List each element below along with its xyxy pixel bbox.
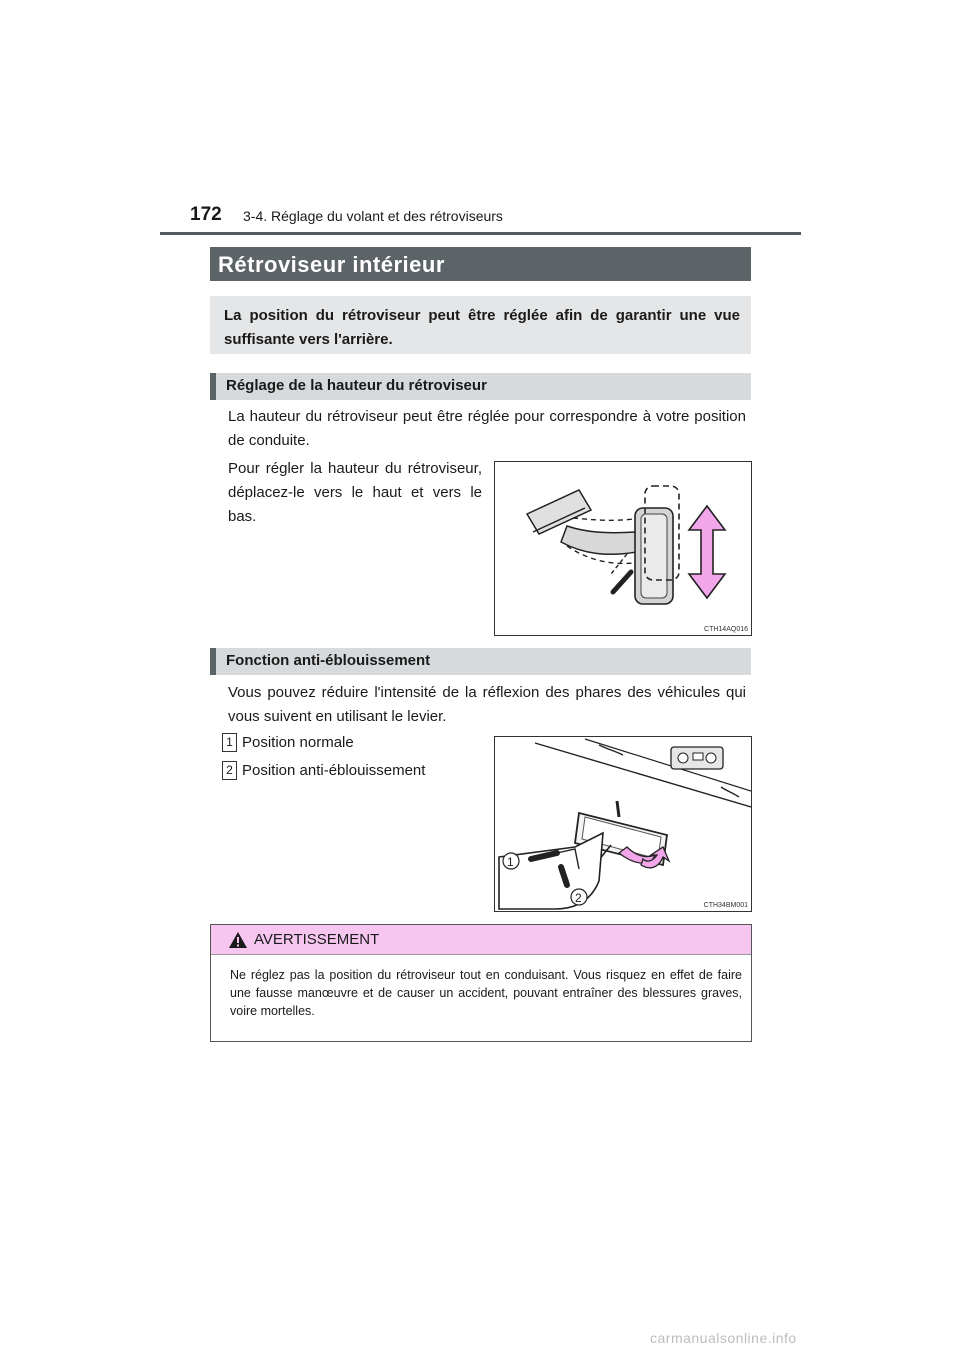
subheading-bar <box>210 373 216 400</box>
page-number: 172 <box>190 204 222 225</box>
subheading-anti-glare-title: Fonction anti-éblouissement <box>226 652 431 669</box>
intro-text: La position du rétroviseur peut être réglée afin de garantir une vue suffisante vers l'arrière. <box>224 307 740 348</box>
mirror-height-illustration <box>495 462 751 635</box>
item-number-1: 1 <box>222 733 237 752</box>
header-rule <box>160 232 801 235</box>
item-number-2: 2 <box>222 761 237 780</box>
section-banner <box>210 247 751 281</box>
callout-2: 2 <box>575 891 582 905</box>
anti-glare-text: Vous pouvez réduire l'intensité de la réflexion des phares des véhicules qui vous suivent en utilisant le levier. <box>228 684 746 725</box>
figure-anti-glare <box>494 736 752 912</box>
callout-1: 1 <box>507 855 514 869</box>
chapter-title: 3-4. Réglage du volant et des rétroviseurs <box>243 208 503 224</box>
warning-title: AVERTISSEMENT <box>254 931 380 948</box>
warning-box <box>210 924 752 1042</box>
warning-header <box>211 925 751 955</box>
figure-code: CTH14AQ016 <box>704 626 748 633</box>
subheading-height-title: Réglage de la hauteur du rétroviseur <box>226 377 487 394</box>
warning-text: Ne réglez pas la position du rétroviseur tout en conduisant. Vous risquez en effet de faire une fausse manœuvre et de causer un accident, pouvant entraîner des blessures graves, voire mortelles. <box>230 968 742 1018</box>
height-text-1: La hauteur du rétroviseur peut être réglée pour correspondre à votre position de conduite. <box>228 408 746 449</box>
subheading-bar <box>210 648 216 675</box>
item-label-anti-glare: Position anti-éblouissement <box>242 762 426 779</box>
height-text-2: Pour régler la hauteur du rétroviseur, déplacez-le vers le haut et vers le bas. <box>228 460 482 525</box>
footer-site: carmanualsonline.info <box>650 1330 797 1346</box>
item-label-normal: Position normale <box>242 734 354 751</box>
figure-code: CTH34BM001 <box>703 902 748 909</box>
warning-triangle-icon <box>228 931 248 949</box>
intro-box <box>210 296 751 354</box>
mirror-lever-illustration <box>495 737 751 911</box>
section-title: Rétroviseur intérieur <box>218 252 445 277</box>
subheading-anti-glare <box>210 648 751 675</box>
figure-height-adjust <box>494 461 752 636</box>
subheading-height <box>210 373 751 400</box>
